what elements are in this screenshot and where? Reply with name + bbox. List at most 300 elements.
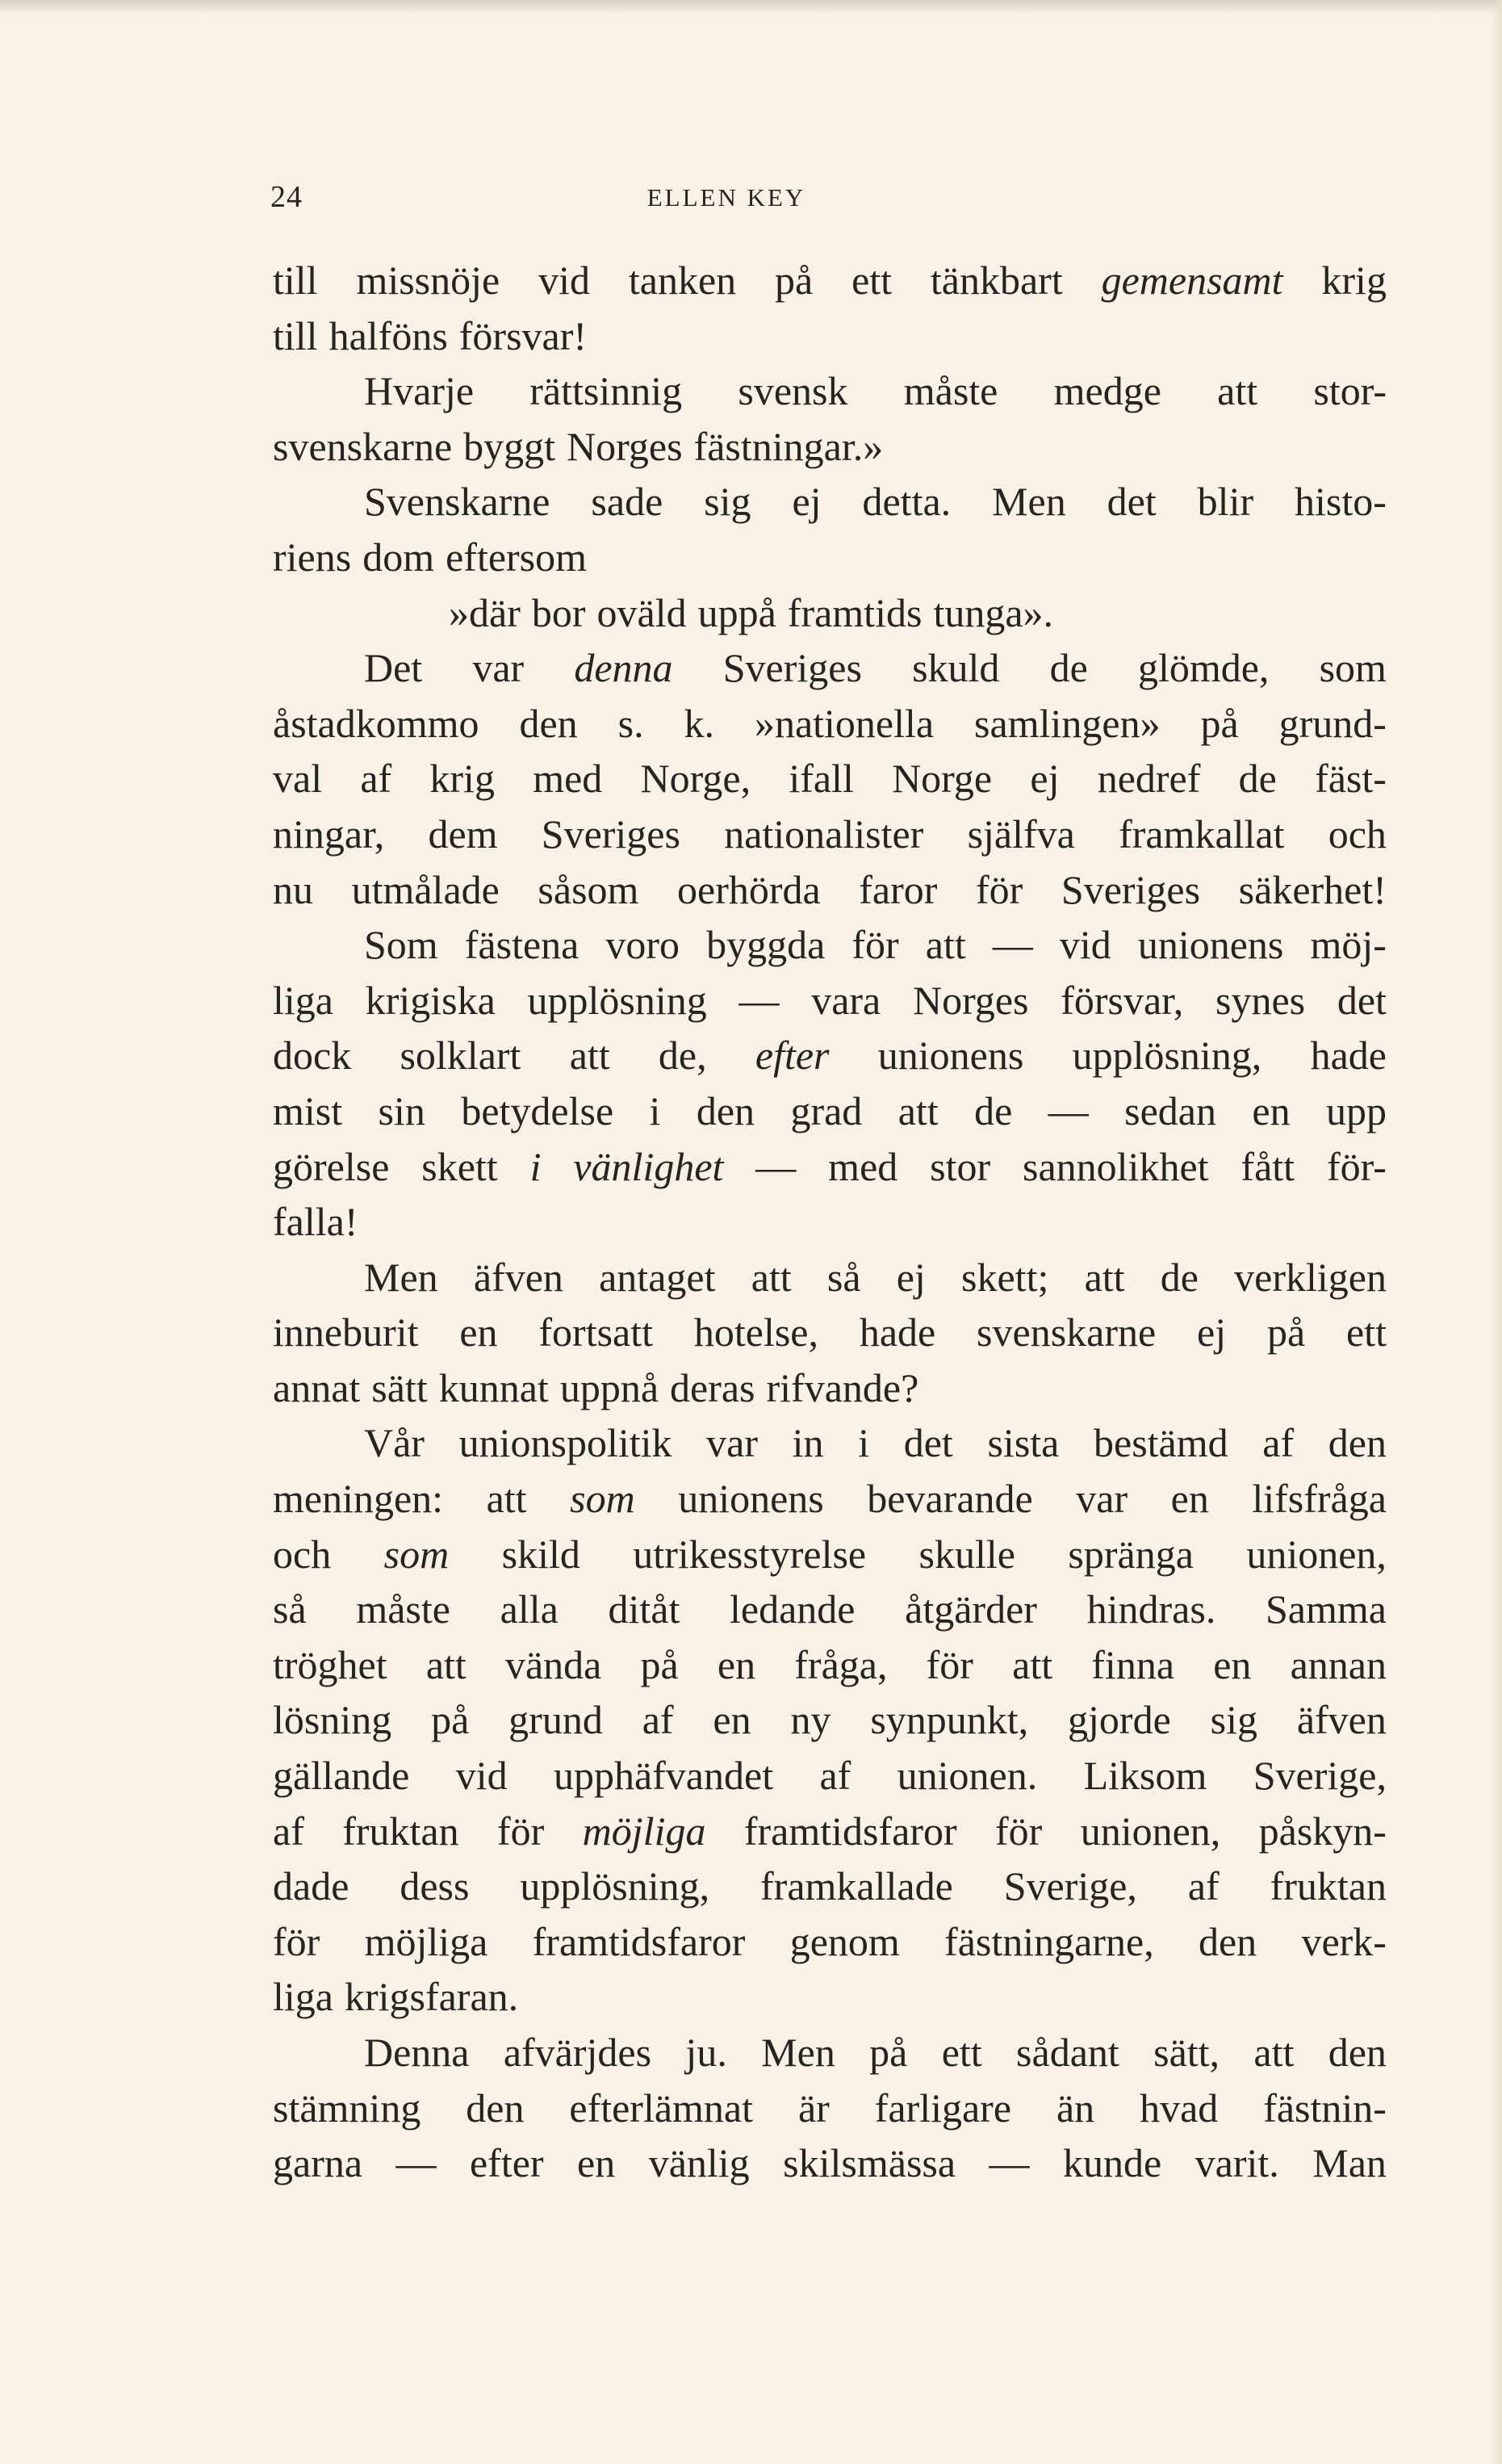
word: äfven (1296, 1697, 1387, 1743)
word: åtgärder (905, 1586, 1037, 1632)
word: dess (400, 1863, 470, 1909)
word: genom (789, 1918, 900, 1964)
word: glömde, (1137, 645, 1270, 691)
word: byggt (463, 423, 556, 469)
word: med (533, 756, 603, 802)
word: synes (1215, 977, 1306, 1023)
word: fruktan (1270, 1863, 1387, 1909)
word: af (642, 1697, 674, 1743)
word: dom (362, 534, 435, 580)
word: af (273, 1808, 304, 1854)
word: att (425, 1641, 466, 1687)
word: för (995, 1808, 1043, 1854)
word: hvad (1140, 2085, 1219, 2131)
word: en (1170, 1476, 1209, 1522)
word: fruktan (342, 1808, 459, 1854)
word: fäst- (1315, 756, 1387, 802)
running-head: ELLEN KEY (646, 183, 806, 212)
text-line (273, 1471, 1387, 1527)
word: af (819, 1753, 851, 1799)
word: vid (1059, 922, 1111, 968)
word: de (1049, 645, 1088, 691)
word: uppå (697, 589, 776, 635)
word: falla! (273, 1199, 358, 1245)
word: Sveriges (541, 811, 680, 857)
word: in (792, 1420, 824, 1466)
word: ej (896, 1254, 926, 1300)
italic-word: som (570, 1476, 635, 1522)
word: hade (859, 1310, 936, 1356)
word: för (496, 1808, 545, 1854)
word: mist (273, 1087, 343, 1134)
word: att (1084, 1254, 1125, 1300)
word: lifsfråga (1252, 1476, 1387, 1522)
word: krigsfaran. (344, 1974, 519, 2020)
word: den (696, 1087, 755, 1134)
word: Men (364, 1254, 438, 1300)
word: ju. (685, 2030, 727, 2075)
word: uppnå (559, 1364, 659, 1410)
word: att (925, 922, 966, 968)
word: utrikesstyrelse (633, 1531, 867, 1577)
text-line (273, 1360, 1387, 1416)
word: ej (1030, 756, 1060, 802)
word: som (1319, 645, 1387, 691)
text-line (273, 363, 1387, 419)
word: att (1217, 368, 1258, 414)
word: skild (501, 1531, 580, 1577)
word: Det (364, 645, 423, 691)
word: fästnin- (1263, 2085, 1387, 2131)
word: Hvarje (364, 368, 475, 414)
word: för (926, 1641, 973, 1687)
text-line (273, 419, 1387, 475)
word: byggda (706, 922, 826, 968)
word: vända (504, 1641, 602, 1687)
word: annan (1290, 1641, 1387, 1687)
text-line (273, 1692, 1387, 1748)
word: måste (356, 1586, 450, 1632)
word: utmålade (351, 866, 500, 912)
word: detta. (862, 479, 952, 525)
word: eftersom (446, 534, 588, 580)
word: nationalister (724, 811, 924, 857)
word: efterlämnat (569, 2085, 754, 2131)
word: måste (903, 368, 998, 414)
word: — (1048, 1087, 1089, 1134)
word: Norges (912, 977, 1029, 1023)
word: efter (469, 2140, 544, 2186)
word: »där (449, 589, 521, 635)
text-line (273, 1748, 1387, 1804)
text-line (273, 2135, 1387, 2191)
word: inneburit (273, 1310, 419, 1356)
word: bestämd (1094, 1420, 1228, 1466)
word: antaget (599, 1254, 716, 1300)
word: afvärjdes (503, 2030, 652, 2075)
word: missnöje (356, 258, 500, 303)
word: vara (811, 977, 881, 1023)
word: grund- (1278, 700, 1387, 746)
text-line (273, 1527, 1387, 1582)
word: Denna (364, 2030, 470, 2075)
word: svenskarne (273, 423, 453, 469)
word: framkallat (1119, 811, 1285, 857)
word: riens (273, 534, 352, 580)
word: alla (500, 1586, 559, 1632)
word: sin (378, 1087, 425, 1134)
word: Sverige, (1253, 1753, 1387, 1799)
word: att (751, 1254, 792, 1300)
word: Liksom (1083, 1753, 1207, 1799)
word: dem (428, 811, 498, 857)
word: finna (1091, 1641, 1175, 1687)
word: på (1200, 700, 1239, 746)
italic-word: gemensamt (1101, 258, 1283, 303)
word: solklart (400, 1033, 521, 1079)
word: af (360, 756, 392, 802)
word: ett (941, 2030, 982, 2075)
word: skett (421, 1143, 498, 1189)
text-line (273, 917, 1387, 973)
word: ej (1197, 1310, 1227, 1356)
word: kunnat (438, 1364, 549, 1410)
word: meningen: (273, 1476, 444, 1522)
word: Sverige, (1003, 1863, 1137, 1909)
word: Norge, (640, 756, 751, 802)
word: verk- (1301, 1918, 1387, 1964)
word: skilsmässa (783, 2140, 956, 2186)
word: upphäfvandet (553, 1753, 774, 1799)
word: synpunkt, (870, 1697, 1029, 1743)
word: framkallade (760, 1863, 953, 1909)
text-line (273, 585, 1387, 641)
word: åstadkommo (273, 700, 479, 746)
word: upp (1325, 1087, 1387, 1134)
italic-word: som (383, 1531, 450, 1577)
word: hade (1310, 1033, 1387, 1079)
word: den (1198, 1918, 1257, 1964)
text-line (273, 2081, 1387, 2136)
word: en (1213, 1641, 1252, 1687)
word: krigiska (365, 977, 496, 1023)
word: att (486, 1476, 527, 1522)
word: ej (792, 479, 822, 525)
word: unionens (1137, 922, 1284, 968)
word: påskyn- (1258, 1808, 1387, 1854)
word: en (717, 1641, 756, 1687)
word: skett; (961, 1254, 1049, 1300)
word: — (992, 922, 1033, 968)
word: krig (429, 756, 495, 802)
word: gällande (273, 1753, 410, 1799)
word: unionen, (1080, 1808, 1221, 1854)
word: blir (1197, 479, 1254, 525)
word: fästningar.» (693, 423, 884, 469)
text-line (273, 253, 1387, 308)
text-line (273, 530, 1387, 585)
word: en (577, 2140, 616, 2186)
word: försvar! (458, 312, 588, 358)
word: ledande (730, 1586, 856, 1632)
text-line (273, 474, 1387, 530)
word: Sveriges (722, 645, 862, 691)
word: vid (455, 1753, 508, 1799)
word: verkligen (1234, 1254, 1387, 1300)
word: unionens (877, 1033, 1024, 1079)
text-line (273, 1194, 1387, 1250)
word: samlingen» (974, 700, 1161, 746)
word: sig (1210, 1697, 1257, 1743)
word: en (1252, 1087, 1291, 1134)
italic-word: vänlighet (573, 1143, 724, 1189)
word: sade (591, 479, 663, 525)
word: — (738, 977, 780, 1023)
word: den (1328, 1420, 1387, 1466)
word: rättsinnig (529, 368, 683, 414)
text-line (273, 1969, 1387, 2025)
word: »nationella (754, 700, 935, 746)
word: garna (273, 2140, 363, 2186)
word: på (869, 2030, 908, 2075)
word: Vår (364, 1420, 425, 1466)
word: fråga, (794, 1641, 888, 1687)
word: histo- (1295, 479, 1387, 525)
word: stor (930, 1143, 991, 1189)
page-top-shadow (0, 0, 1502, 15)
word: medge (1053, 368, 1161, 414)
word: det (1107, 479, 1157, 525)
word: deras (670, 1364, 755, 1410)
word: den (466, 2085, 525, 2131)
word: ny (790, 1697, 831, 1743)
word: af (1262, 1420, 1295, 1466)
word: den (519, 700, 578, 746)
word: att (1253, 2030, 1295, 2075)
word: i (858, 1420, 870, 1466)
word: de, (658, 1033, 707, 1079)
word: på (640, 1641, 679, 1687)
text-line (273, 1858, 1387, 1914)
word: kunde (1063, 2140, 1162, 2186)
word: en (459, 1310, 498, 1356)
word: till (273, 258, 318, 303)
italic-word: efter (755, 1033, 830, 1079)
word: farligare (874, 2085, 1012, 2131)
word: att (569, 1033, 610, 1079)
word: spränga (1068, 1531, 1194, 1577)
word: säkerhet! (1238, 866, 1387, 912)
word: upplösning (527, 977, 707, 1023)
word: upplösning, (1072, 1033, 1262, 1079)
word: görelse (273, 1143, 390, 1189)
word: såsom (538, 866, 639, 912)
text-line (273, 1028, 1387, 1083)
word: svenskarne (977, 1310, 1157, 1356)
word: möjliga (364, 1918, 488, 1964)
word: Norge (892, 756, 993, 802)
word: tänkbart (930, 258, 1063, 303)
word: för (273, 1918, 320, 1964)
word: tröghet (273, 1641, 387, 1687)
word: de (974, 1087, 1013, 1134)
text-line (273, 862, 1387, 918)
word: tunga». (933, 589, 1054, 635)
text-line (273, 2025, 1387, 2081)
text-line (273, 1914, 1387, 1970)
word: val (273, 756, 323, 802)
word: en (713, 1697, 751, 1743)
text-line (273, 640, 1387, 696)
word: till (273, 312, 318, 358)
word: det (903, 1420, 953, 1466)
word: på (1266, 1310, 1306, 1356)
word: tanken (628, 258, 737, 303)
text-line (273, 751, 1387, 807)
word: var (1076, 1476, 1128, 1522)
word: unionen, (1246, 1531, 1387, 1577)
text-line (273, 973, 1387, 1029)
word: sätt (371, 1364, 428, 1410)
word: ett (851, 258, 893, 303)
word: så (826, 1254, 861, 1300)
word: oväld (596, 589, 687, 635)
text-line (273, 1415, 1387, 1471)
word: fått (1241, 1143, 1295, 1189)
text-line (273, 308, 1387, 364)
word: unionspolitik (458, 1420, 672, 1466)
word: att (1012, 1641, 1053, 1687)
word: Men (992, 479, 1066, 525)
word: och (273, 1531, 332, 1577)
word: och (1328, 811, 1387, 857)
word: — (395, 2140, 437, 2186)
word: sig (704, 479, 751, 525)
word: nedref (1097, 756, 1201, 802)
word: framtids (787, 589, 923, 635)
word: varit. (1194, 2140, 1279, 2186)
page-number: 24 (270, 180, 303, 214)
word: för (976, 866, 1023, 912)
word: för- (1326, 1143, 1387, 1189)
text-line (273, 1305, 1387, 1360)
word: de (1238, 756, 1277, 802)
word: var (706, 1420, 758, 1466)
word: är (797, 2085, 830, 2131)
word: försvar, (1061, 977, 1184, 1023)
word: k. (684, 700, 715, 746)
word: — (755, 1143, 797, 1189)
word: grund (508, 1697, 603, 1743)
word: Men (761, 2030, 835, 2075)
word: i (649, 1087, 661, 1134)
text-line (273, 1637, 1387, 1693)
word: på (431, 1697, 470, 1743)
word: sista (987, 1420, 1060, 1466)
word: äfven (473, 1254, 563, 1300)
word: oerhörda (677, 866, 821, 912)
word: sannolikhet (1023, 1143, 1209, 1189)
word: sätt, (1153, 2030, 1220, 2075)
word: hindras. (1086, 1586, 1216, 1632)
word: lösning (273, 1697, 392, 1743)
word: med (828, 1143, 898, 1189)
word: vänlig (648, 2140, 750, 2186)
word: betydelse (461, 1087, 614, 1134)
word: vid (538, 258, 590, 303)
text-line (273, 1804, 1387, 1859)
word: möj- (1310, 922, 1387, 968)
word: hotelse, (693, 1310, 818, 1356)
word: — (989, 2140, 1030, 2186)
word: rifvande? (766, 1364, 919, 1410)
word: stämning (273, 2085, 421, 2131)
word: liga (273, 1974, 333, 2020)
word: bor (531, 589, 586, 635)
body-text (273, 253, 1387, 2191)
italic-word: möjliga (582, 1808, 706, 1854)
word: ditåt (608, 1586, 680, 1632)
word: Samma (1266, 1586, 1387, 1632)
word: sedan (1124, 1087, 1216, 1134)
word: unionen. (897, 1753, 1038, 1799)
italic-word: denna (574, 645, 673, 691)
word: stor- (1313, 368, 1387, 414)
word: gjorde (1068, 1697, 1171, 1743)
word: Svenskarne (364, 479, 550, 525)
word: så (273, 1586, 307, 1632)
word: att (897, 1087, 939, 1134)
text-line (273, 1139, 1387, 1195)
word: ett (1345, 1310, 1387, 1356)
word: det (1337, 977, 1387, 1023)
page-edge (1491, 0, 1502, 2464)
word: annat (273, 1364, 361, 1410)
word: voro (605, 922, 680, 968)
word: skuld (912, 645, 1000, 691)
word: Sveriges (1061, 866, 1201, 912)
word: fästena (464, 922, 579, 968)
text-line (273, 1250, 1387, 1305)
word: dade (273, 1863, 349, 1909)
text-line (273, 1582, 1387, 1637)
word: de (1160, 1254, 1199, 1300)
word: Som (364, 922, 438, 968)
word: framtidsfaror (532, 1918, 746, 1964)
word: svensk (738, 368, 848, 414)
word: krig (1321, 258, 1387, 303)
word: var (472, 645, 525, 691)
word: sådant (1016, 2030, 1119, 2075)
word: ifall (789, 756, 854, 802)
word: grad (790, 1087, 863, 1134)
text-line (273, 696, 1387, 752)
word: dock (273, 1033, 352, 1079)
word: Norges (567, 423, 683, 469)
word: den (1328, 2030, 1387, 2075)
word: s. (617, 700, 644, 746)
italic-word: i (529, 1143, 542, 1189)
word: framtidsfaror (743, 1808, 957, 1854)
word: fortsatt (538, 1310, 654, 1356)
page-header (270, 179, 1384, 220)
word: unionens (678, 1476, 824, 1522)
word: på (775, 258, 814, 303)
word: upplösning, (520, 1863, 710, 1909)
word: halföns (328, 312, 448, 358)
word: liga (273, 977, 333, 1023)
word: Man (1312, 2140, 1387, 2186)
